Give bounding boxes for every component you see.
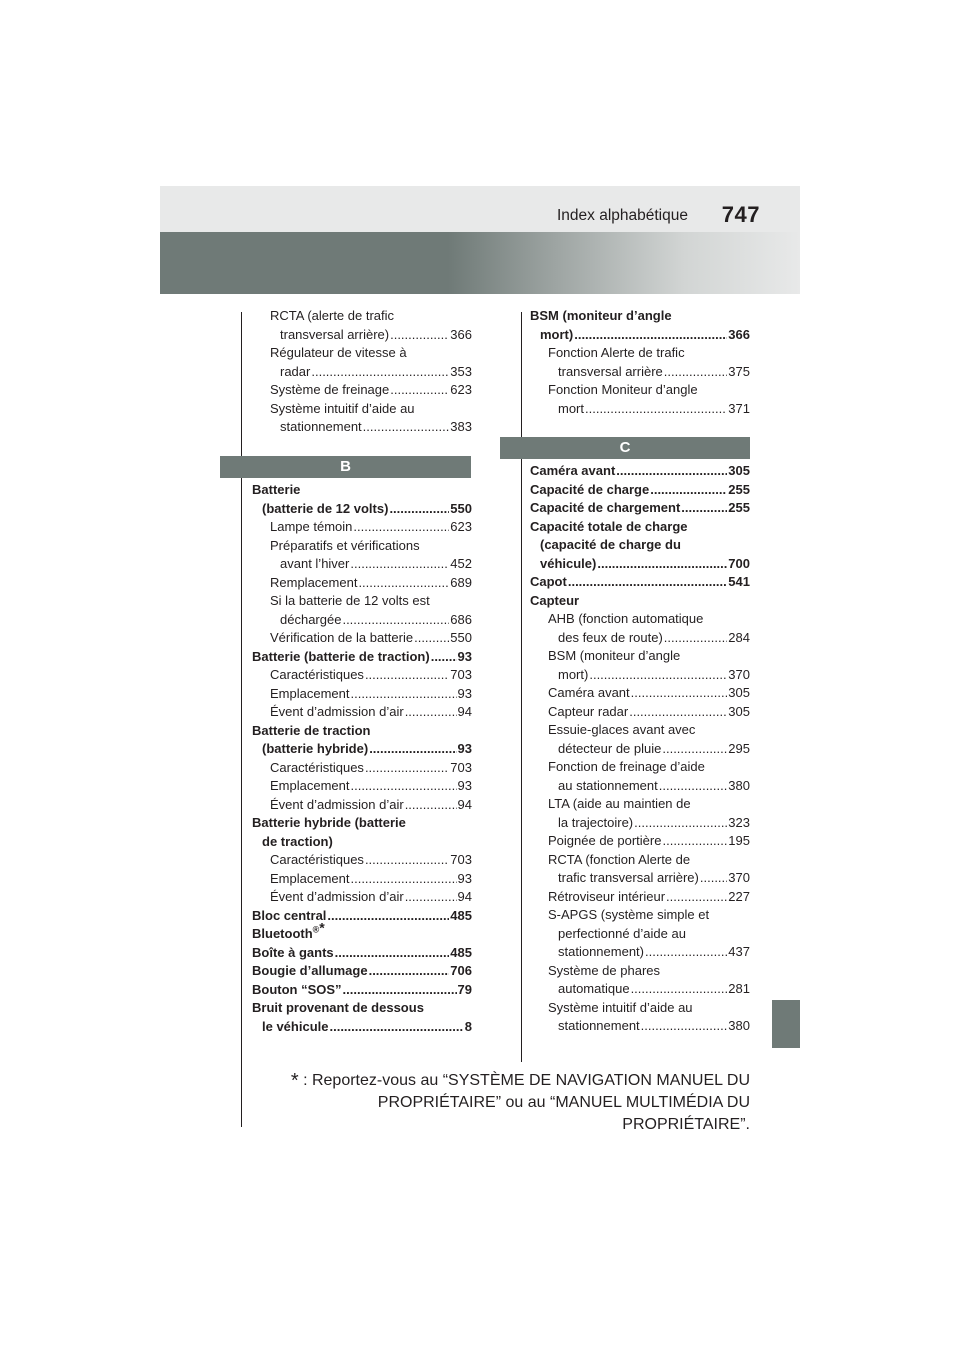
- dot-leader: [390, 326, 449, 345]
- entry-page-number: 8: [464, 1018, 472, 1034]
- entry-page-number: 93: [457, 870, 472, 886]
- entry-text: stationnement: [280, 419, 362, 434]
- entry-line: [530, 481, 750, 500]
- right-column-section-entries: [530, 462, 750, 1036]
- entry-page-number: 700: [728, 555, 750, 571]
- entry-text: LTA (aide au maintien de: [548, 796, 691, 811]
- index-entry: [252, 648, 472, 667]
- entry-text: BSM (moniteur d’angle: [530, 308, 672, 323]
- index-entry: [252, 888, 472, 907]
- entry-text: mort: [558, 400, 584, 416]
- entry-text: mort): [540, 326, 574, 342]
- dot-leader: [389, 500, 449, 519]
- entry-page-number: 703: [450, 759, 472, 775]
- entry-text: Batterie hybride (batterie: [252, 815, 406, 830]
- registered-mark: ®: [312, 924, 320, 935]
- dot-leader: [631, 684, 728, 703]
- entry-text: détecteur de pluie: [558, 740, 662, 756]
- entry-page-number: 284: [728, 629, 750, 645]
- entry-text: Lampe témoin: [270, 519, 353, 534]
- index-entry: [252, 722, 472, 759]
- dot-leader: [568, 573, 727, 592]
- entry-text: Capteur: [530, 592, 580, 608]
- entry-text: Système intuitif d’aide au: [548, 999, 693, 1015]
- entry-page-number: 703: [450, 852, 472, 867]
- index-entry: [252, 574, 472, 593]
- entry-text: (batterie hybride): [262, 741, 369, 756]
- entry-line: [548, 740, 750, 759]
- index-entry: [530, 888, 750, 907]
- entry-page-number: 380: [728, 1018, 750, 1033]
- entry-text: Batterie (batterie de traction): [252, 648, 430, 664]
- entry-line: [548, 869, 750, 888]
- footnote-marker: *: [319, 919, 325, 936]
- entry-line: [270, 703, 472, 722]
- entry-page-number: 255: [728, 500, 750, 515]
- entry-line: [270, 759, 472, 778]
- entry-text: automatique: [558, 981, 630, 996]
- entry-text: mort): [558, 666, 589, 682]
- entry-page-number: 305: [728, 463, 750, 478]
- entry-text: Fonction Alerte de trafic: [548, 345, 685, 360]
- entry-text: Caméra avant: [548, 685, 630, 700]
- index-entry: [530, 592, 750, 611]
- entry-text: Emplacement: [270, 778, 350, 793]
- entry-text: Évent d’admission d’air: [270, 704, 404, 719]
- entry-text: AHB (fonction automatique: [548, 611, 704, 626]
- entry-page-number: 94: [457, 704, 472, 719]
- index-entry: [252, 796, 472, 815]
- entry-line: [548, 684, 750, 703]
- entry-page-number: 437: [728, 944, 750, 959]
- dot-leader: [414, 629, 449, 648]
- entry-text: Emplacement: [270, 870, 350, 886]
- dot-leader: [343, 981, 457, 1000]
- entry-text: Capacité de charge: [530, 481, 650, 497]
- entry-page-number: 323: [728, 814, 750, 830]
- index-entry: [252, 907, 472, 926]
- entry-page-number: 706: [450, 963, 472, 978]
- entry-text: Caractéristiques: [270, 852, 364, 867]
- entry-line: [270, 611, 472, 630]
- footnote: [255, 1070, 750, 1136]
- dot-leader: [335, 944, 450, 963]
- entry-page-number: 380: [728, 777, 750, 793]
- entry-page-number: 94: [457, 796, 472, 812]
- entry-line: [270, 326, 472, 345]
- entry-line: [270, 888, 472, 907]
- entry-page-number: 281: [728, 981, 750, 996]
- entry-text: trafic transversal arrière): [558, 870, 699, 885]
- entry-text: RCTA (fonction Alerte de: [548, 851, 691, 867]
- index-entry: [252, 685, 472, 704]
- dot-leader: [350, 777, 456, 796]
- entry-line: [252, 981, 472, 1000]
- index-entry: [252, 981, 472, 1000]
- left-column-section-entries: [252, 481, 472, 1036]
- dot-leader: [681, 499, 727, 518]
- entry-line: [270, 796, 472, 815]
- dot-leader: [616, 462, 727, 481]
- entry-text: Capteur radar: [548, 703, 629, 719]
- entry-page-number: 305: [728, 703, 750, 719]
- entry-text: au stationnement: [558, 777, 658, 793]
- entry-text: Si la batterie de 12 volts est: [270, 593, 430, 608]
- entry-text: (batterie de 12 volts): [262, 500, 389, 516]
- entry-text: Système de freinage: [270, 382, 390, 397]
- entry-page-number: 305: [728, 685, 750, 700]
- dot-leader: [645, 943, 727, 962]
- dot-leader: [589, 666, 727, 685]
- index-entry: [252, 307, 472, 344]
- dot-leader: [369, 740, 456, 759]
- entry-text: Système intuitif d’aide au: [270, 400, 415, 416]
- entry-text: Bluetooth®*: [252, 919, 325, 941]
- index-entry: [530, 499, 750, 518]
- index-entry: [530, 795, 750, 832]
- entry-page-number: 485: [450, 907, 472, 923]
- entry-line: [548, 888, 750, 907]
- entry-text: Batterie de traction: [252, 722, 371, 738]
- left-column-top-entries: [252, 307, 472, 437]
- entry-page-number: 452: [450, 556, 472, 571]
- entry-text: Essuie-glaces avant avec: [548, 722, 696, 737]
- dot-leader: [650, 481, 727, 500]
- index-entry: [530, 481, 750, 500]
- entry-text: des feux de route): [558, 629, 663, 645]
- entry-text: Boîte à gants: [252, 944, 334, 960]
- entry-page-number: 93: [457, 648, 472, 664]
- header-band: [160, 232, 800, 294]
- dot-leader: [390, 381, 449, 400]
- entry-text: Évent d’admission d’air: [270, 889, 404, 904]
- index-entry: [252, 666, 472, 685]
- dot-leader: [574, 326, 727, 345]
- entry-line: [548, 1017, 750, 1036]
- index-entry: [530, 381, 750, 418]
- entry-page-number: 366: [450, 326, 472, 342]
- index-entry: [530, 703, 750, 722]
- header-title: Index alphabétique: [556, 207, 688, 224]
- dot-leader: [327, 907, 449, 926]
- entry-line: [270, 574, 472, 593]
- dot-leader: [585, 400, 727, 419]
- entry-line: [270, 777, 472, 796]
- entry-text: Emplacement: [270, 685, 350, 701]
- index-entry: [530, 906, 750, 962]
- entry-text: le véhicule: [262, 1018, 329, 1034]
- dot-leader: [664, 363, 728, 382]
- entry-line: [530, 573, 750, 592]
- entry-line: [530, 462, 750, 481]
- index-entry: [252, 777, 472, 796]
- entry-text: Capacité totale de charge: [530, 518, 688, 534]
- entry-text: Capacité de chargement: [530, 500, 681, 515]
- dot-leader: [350, 685, 456, 704]
- index-entry: [252, 703, 472, 722]
- entry-text: Bloc central: [252, 907, 327, 923]
- dot-leader: [311, 363, 449, 382]
- entry-text: déchargée: [280, 611, 342, 627]
- index-entry: [530, 573, 750, 592]
- dot-leader: [641, 1017, 728, 1036]
- entry-page-number: 93: [457, 685, 472, 701]
- footnote-line-1: [255, 1070, 750, 1092]
- index-entry: [530, 462, 750, 481]
- entry-line: [252, 1018, 472, 1037]
- entry-text: Régulateur de vitesse à: [270, 345, 407, 360]
- dot-leader: [365, 666, 449, 685]
- dot-leader: [329, 1018, 463, 1037]
- entry-text: transversal arrière): [280, 326, 390, 342]
- entry-text: Vérification de la batterie: [270, 630, 414, 645]
- entry-text: (capacité de charge du: [540, 537, 681, 552]
- entry-line: [530, 326, 750, 345]
- entry-page-number: 375: [728, 363, 750, 379]
- entry-page-number: 623: [450, 519, 472, 534]
- entry-text: Caractéristiques: [270, 667, 364, 682]
- entry-line: [548, 400, 750, 419]
- entry-line: [270, 555, 472, 574]
- entry-page-number: 485: [450, 944, 472, 960]
- entry-page-number: 370: [728, 870, 750, 885]
- index-entry: [252, 344, 472, 381]
- entry-line: [548, 666, 750, 685]
- index-entry: [252, 481, 472, 518]
- entry-text: Batterie: [252, 482, 301, 497]
- entry-text: stationnement: [558, 1018, 640, 1033]
- entry-page-number: 366: [728, 326, 750, 342]
- entry-text: Préparatifs et vérifications: [270, 537, 420, 553]
- entry-page-number: 541: [728, 574, 750, 589]
- right-column-top-entries: [530, 307, 750, 418]
- index-entry: [530, 758, 750, 795]
- entry-page-number: 623: [450, 382, 472, 397]
- dot-leader: [358, 574, 449, 593]
- entry-text: Bruit provenant de dessous: [252, 1000, 424, 1015]
- entry-page-number: 686: [450, 611, 472, 627]
- entry-line: [270, 666, 472, 685]
- entry-text: Capot: [530, 574, 567, 589]
- entry-page-number: 295: [728, 740, 750, 756]
- index-entry: [530, 684, 750, 703]
- section-letter-c: C: [500, 437, 750, 459]
- entry-line: [548, 980, 750, 999]
- index-entry: [252, 629, 472, 648]
- index-entry: [530, 832, 750, 851]
- index-entry: [252, 814, 472, 851]
- dot-leader: [662, 740, 727, 759]
- entry-line: [548, 814, 750, 833]
- index-entry: [252, 759, 472, 778]
- entry-page-number: 255: [728, 481, 750, 497]
- index-entry: [530, 721, 750, 758]
- entry-line: [252, 740, 472, 759]
- entry-line: [252, 962, 472, 981]
- entry-line: [252, 944, 472, 963]
- index-entry: [530, 307, 750, 344]
- footnote-text-1: : Reportez-vous au “SYSTÈME DE NAVIGATION MANUEL DU: [303, 1072, 750, 1089]
- entry-text: stationnement): [558, 944, 644, 959]
- entry-page-number: 370: [728, 666, 750, 682]
- chapter-tab: [772, 1000, 800, 1048]
- index-entry: [530, 999, 750, 1036]
- index-entry: [252, 851, 472, 870]
- entry-page-number: 353: [450, 363, 472, 379]
- entry-page-number: 227: [728, 888, 750, 904]
- entry-text: la trajectoire): [558, 814, 634, 830]
- dot-leader: [634, 814, 727, 833]
- entry-line: [548, 777, 750, 796]
- entry-text: avant l’hiver: [280, 556, 350, 571]
- entry-page-number: 703: [450, 667, 472, 682]
- entry-line: [530, 555, 750, 574]
- entry-text: Évent d’admission d’air: [270, 796, 404, 812]
- index-entry: [252, 381, 472, 400]
- entry-page-number: 383: [450, 419, 472, 434]
- index-entry: [252, 944, 472, 963]
- index-entry: [252, 870, 472, 889]
- entry-page-number: 689: [450, 574, 472, 590]
- entry-page-number: 371: [728, 400, 750, 416]
- dot-leader: [597, 555, 727, 574]
- entry-page-number: 195: [728, 833, 750, 848]
- index-entry: [252, 518, 472, 537]
- entry-line: [270, 381, 472, 400]
- dot-leader: [662, 832, 727, 851]
- entry-text: Système de phares: [548, 962, 661, 978]
- entry-text: perfectionné d’aide au: [558, 925, 686, 941]
- index-entry: [252, 592, 472, 629]
- index-entry: [530, 851, 750, 888]
- dot-leader: [350, 555, 449, 574]
- entry-text: Remplacement: [270, 574, 358, 590]
- index-entry: [530, 647, 750, 684]
- header-bar: [160, 186, 800, 232]
- entry-page-number: 93: [457, 741, 472, 756]
- index-entry: [530, 610, 750, 647]
- entry-text: BSM (moniteur d’angle: [548, 648, 681, 663]
- dot-leader: [405, 796, 457, 815]
- entry-line: [530, 499, 750, 518]
- left-margin-rule: [241, 312, 242, 1127]
- dot-leader: [365, 759, 449, 778]
- dot-leader: [700, 869, 727, 888]
- entry-line: [270, 629, 472, 648]
- entry-page-number: 79: [457, 981, 472, 997]
- entry-line: [270, 851, 472, 870]
- entry-text: Poignée de portière: [548, 833, 662, 848]
- footnote-text-2: PROPRIÉTAIRE” ou au “MANUEL MULTIMÉDIA DU PROPRIÉTAIRE”.: [377, 1094, 750, 1133]
- entry-text: Bougie d’allumage: [252, 963, 368, 978]
- page-number: 747: [721, 202, 760, 227]
- dot-leader: [353, 518, 449, 537]
- dot-leader: [405, 888, 457, 907]
- entry-line: [548, 703, 750, 722]
- entry-line: [270, 870, 472, 889]
- dot-leader: [629, 703, 727, 722]
- dot-leader: [405, 703, 457, 722]
- footnote-star: *: [290, 1070, 299, 1092]
- index-entry: [252, 919, 472, 944]
- dot-leader: [431, 648, 457, 667]
- entry-text: véhicule): [540, 555, 597, 571]
- entry-line: [270, 363, 472, 382]
- entry-text: Rétroviseur intérieur: [548, 888, 666, 904]
- dot-leader: [659, 777, 728, 796]
- index-entry: [530, 518, 750, 574]
- index-entry: [252, 962, 472, 981]
- dot-leader: [664, 629, 728, 648]
- entry-text: Fonction Moniteur d’angle: [548, 382, 698, 397]
- index-entry: [252, 999, 472, 1036]
- dot-leader: [369, 962, 450, 981]
- index-entry: [252, 537, 472, 574]
- dot-leader: [342, 611, 449, 630]
- entry-line: [548, 943, 750, 962]
- entry-text: Caractéristiques: [270, 759, 364, 775]
- entry-line: [548, 363, 750, 382]
- entry-page-number: 94: [457, 889, 472, 904]
- entry-text: RCTA (alerte de trafic: [270, 308, 395, 323]
- entry-text: Fonction de freinage d’aide: [548, 759, 705, 774]
- dot-leader: [631, 980, 728, 999]
- entry-line: [252, 907, 472, 926]
- entry-line: [252, 500, 472, 519]
- dot-leader: [365, 851, 449, 870]
- entry-text: radar: [280, 363, 311, 379]
- entry-line: [548, 629, 750, 648]
- entry-page-number: 93: [457, 778, 472, 793]
- entry-line: [548, 832, 750, 851]
- dot-leader: [666, 888, 727, 907]
- dot-leader: [363, 418, 450, 437]
- index-entry: [252, 400, 472, 437]
- index-entry: [530, 962, 750, 999]
- entry-line: [252, 648, 472, 667]
- index-entry: [530, 344, 750, 381]
- entry-text: S-APGS (système simple et: [548, 907, 710, 922]
- section-letter-b: B: [220, 456, 471, 478]
- column-divider: [521, 312, 522, 1062]
- entry-text: de traction): [262, 833, 333, 849]
- entry-line: [270, 685, 472, 704]
- entry-page-number: 550: [450, 500, 472, 516]
- entry-line: [270, 418, 472, 437]
- entry-page-number: 550: [450, 630, 472, 645]
- entry-text: transversal arrière: [558, 363, 663, 379]
- entry-text: Bouton “SOS”: [252, 981, 342, 997]
- entry-text: Caméra avant: [530, 463, 616, 478]
- entry-line: [270, 518, 472, 537]
- dot-leader: [350, 870, 456, 889]
